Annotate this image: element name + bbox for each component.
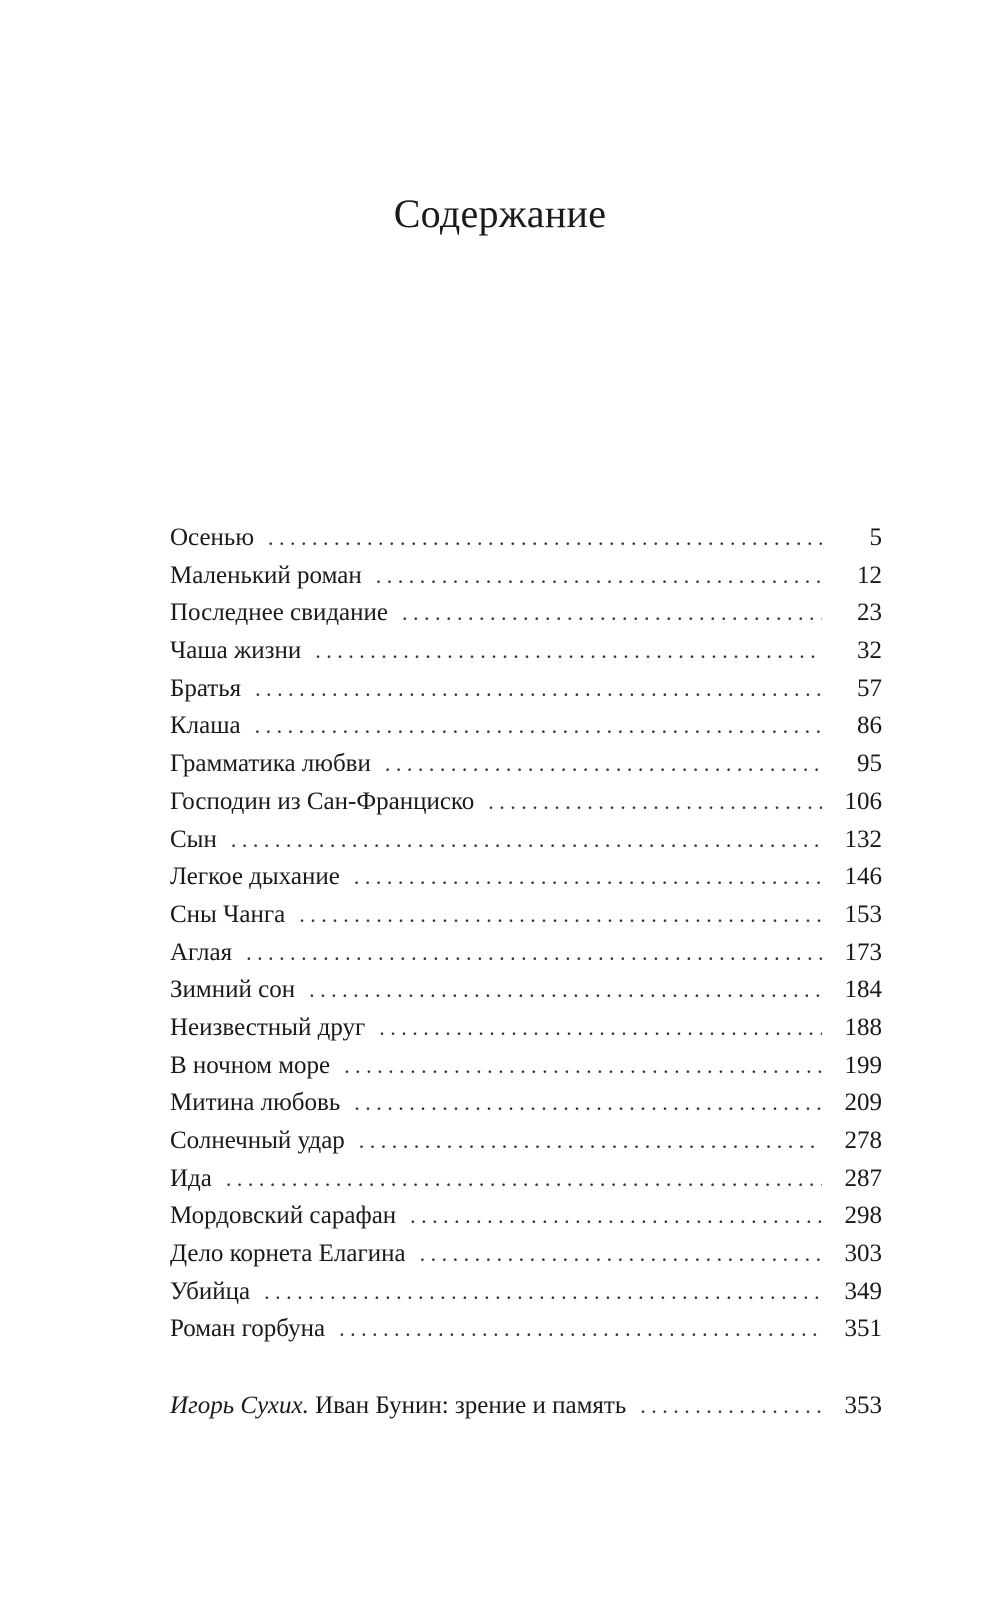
toc-entry-title: Сын: [170, 825, 217, 853]
toc-entry-title: Клаша: [170, 712, 241, 740]
toc-entry-page-number: 86: [857, 712, 882, 740]
toc-entry-title: Господин из Сан-Франциско: [170, 787, 475, 815]
toc-entry-title: В ночном море: [170, 1051, 331, 1079]
toc-entry-page-number: 199: [844, 1051, 882, 1079]
toc-entry-title: Чаша жизни: [170, 637, 302, 665]
toc-entry-title: Сны Чанга: [170, 900, 286, 928]
dot-leader: [226, 1160, 822, 1198]
toc-entry[interactable]: [170, 1160, 882, 1198]
toc-entry-page-number: 287: [844, 1164, 882, 1192]
dot-leader: [344, 1047, 822, 1085]
dot-leader: [420, 1235, 822, 1273]
toc-entry[interactable]: [170, 1273, 882, 1311]
toc-entry-title: Зимний сон: [170, 976, 296, 1004]
afterword-author: Игорь Сухих.: [170, 1392, 309, 1419]
dot-leader: [339, 1310, 822, 1348]
toc-entry-page-number: 57: [857, 674, 882, 702]
dot-leader: [379, 1009, 822, 1047]
dot-leader: [268, 519, 822, 557]
toc-entry-title: Роман горбуна: [170, 1315, 326, 1343]
toc-entry-page-number: 12: [857, 561, 882, 589]
toc-entry[interactable]: [170, 1310, 882, 1348]
dot-leader: [255, 707, 822, 745]
toc-entry[interactable]: [170, 557, 882, 595]
toc-entry[interactable]: [170, 971, 882, 1009]
toc-entry-page-number: 278: [844, 1127, 882, 1154]
dot-leader: [299, 896, 822, 934]
toc-entry-title: Мордовский сарафан: [170, 1202, 397, 1230]
dot-leader: [309, 971, 822, 1009]
toc-entry[interactable]: [170, 896, 882, 934]
toc-entry-page-number: 23: [857, 599, 882, 627]
toc-entry-page-number: 188: [844, 1013, 882, 1041]
toc-entry[interactable]: [170, 594, 882, 632]
dot-leader: [354, 858, 822, 896]
toc-entry[interactable]: [170, 707, 882, 745]
toc-entry[interactable]: [170, 632, 882, 670]
toc-entry[interactable]: [170, 1235, 882, 1273]
dot-leader: [385, 745, 822, 783]
dot-leader: [376, 557, 822, 595]
toc-entry-page-number: 32: [857, 637, 882, 665]
toc-entry[interactable]: [170, 821, 882, 859]
toc-entry[interactable]: [170, 1047, 882, 1085]
toc-entry[interactable]: [170, 519, 882, 557]
toc-entry-page-number: 5: [869, 524, 882, 551]
toc-entry-page-number: 146: [844, 863, 882, 891]
dot-leader: [410, 1197, 822, 1235]
dot-leader: [246, 934, 822, 972]
toc-entry[interactable]: [170, 1009, 882, 1047]
toc-entry[interactable]: [170, 745, 882, 783]
toc-entry-title: Аглая: [170, 938, 233, 966]
toc-entry[interactable]: [170, 1084, 882, 1122]
toc-entry-title: Неизвестный друг: [170, 1013, 366, 1041]
dot-leader: [359, 1122, 822, 1160]
dot-leader: [231, 821, 822, 859]
afterword-entry[interactable]: [170, 1387, 882, 1425]
page-title: Содержание: [393, 191, 607, 236]
dot-leader: [488, 783, 822, 821]
toc-entry-title: Ида: [170, 1164, 212, 1192]
toc-entry[interactable]: [170, 1122, 882, 1160]
toc-entry-page-number: 303: [844, 1240, 882, 1268]
toc-entry-page-number: 298: [844, 1202, 882, 1230]
dot-leader: [402, 594, 822, 632]
toc-entry-page-number: 106: [844, 787, 882, 815]
toc-entry-title: Маленький роман: [170, 561, 362, 589]
toc-entry-page-number: 349: [844, 1277, 882, 1305]
dot-leader: [315, 632, 822, 670]
toc-entry-page-number: 95: [857, 750, 882, 778]
dot-leader: [354, 1084, 822, 1122]
toc-entry-page-number: 173: [844, 938, 882, 966]
dot-leader: [640, 1387, 822, 1425]
toc-entry-page-number: 184: [844, 976, 882, 1004]
afterword-essay-title: Иван Бунин: зрение и память: [315, 1392, 627, 1419]
toc-entry-title: Дело корнета Елагина: [170, 1240, 406, 1268]
toc-entry-title: Легкое дыхание: [170, 863, 340, 891]
afterword-section: [170, 1387, 882, 1425]
toc-entry-page-number: 209: [844, 1089, 882, 1117]
toc-entry-page-number: 132: [844, 825, 882, 853]
toc-entry-title: Осенью: [170, 524, 255, 551]
toc-entry[interactable]: [170, 1197, 882, 1235]
toc-entry-title: Убийца: [170, 1277, 251, 1305]
toc-entry-title: Митина любовь: [170, 1089, 341, 1117]
toc-entry[interactable]: [170, 858, 882, 896]
toc-entry-title: Последнее свидание: [170, 599, 389, 627]
toc-entry[interactable]: [170, 670, 882, 708]
dot-leader: [264, 1273, 822, 1311]
toc-entry[interactable]: [170, 934, 882, 972]
dot-leader: [255, 670, 822, 708]
toc-entry-page-number: 153: [844, 900, 882, 928]
table-of-contents: [170, 519, 882, 1348]
toc-entry-title: Братья: [170, 674, 242, 702]
toc-entry-page-number: 351: [844, 1315, 882, 1343]
toc-entry-title: Грамматика любви: [170, 750, 371, 778]
toc-entry[interactable]: [170, 783, 882, 821]
afterword-title: [170, 1387, 626, 1425]
afterword-page-number: 353: [844, 1392, 882, 1419]
toc-entry-title: Солнечный удар: [170, 1127, 345, 1154]
